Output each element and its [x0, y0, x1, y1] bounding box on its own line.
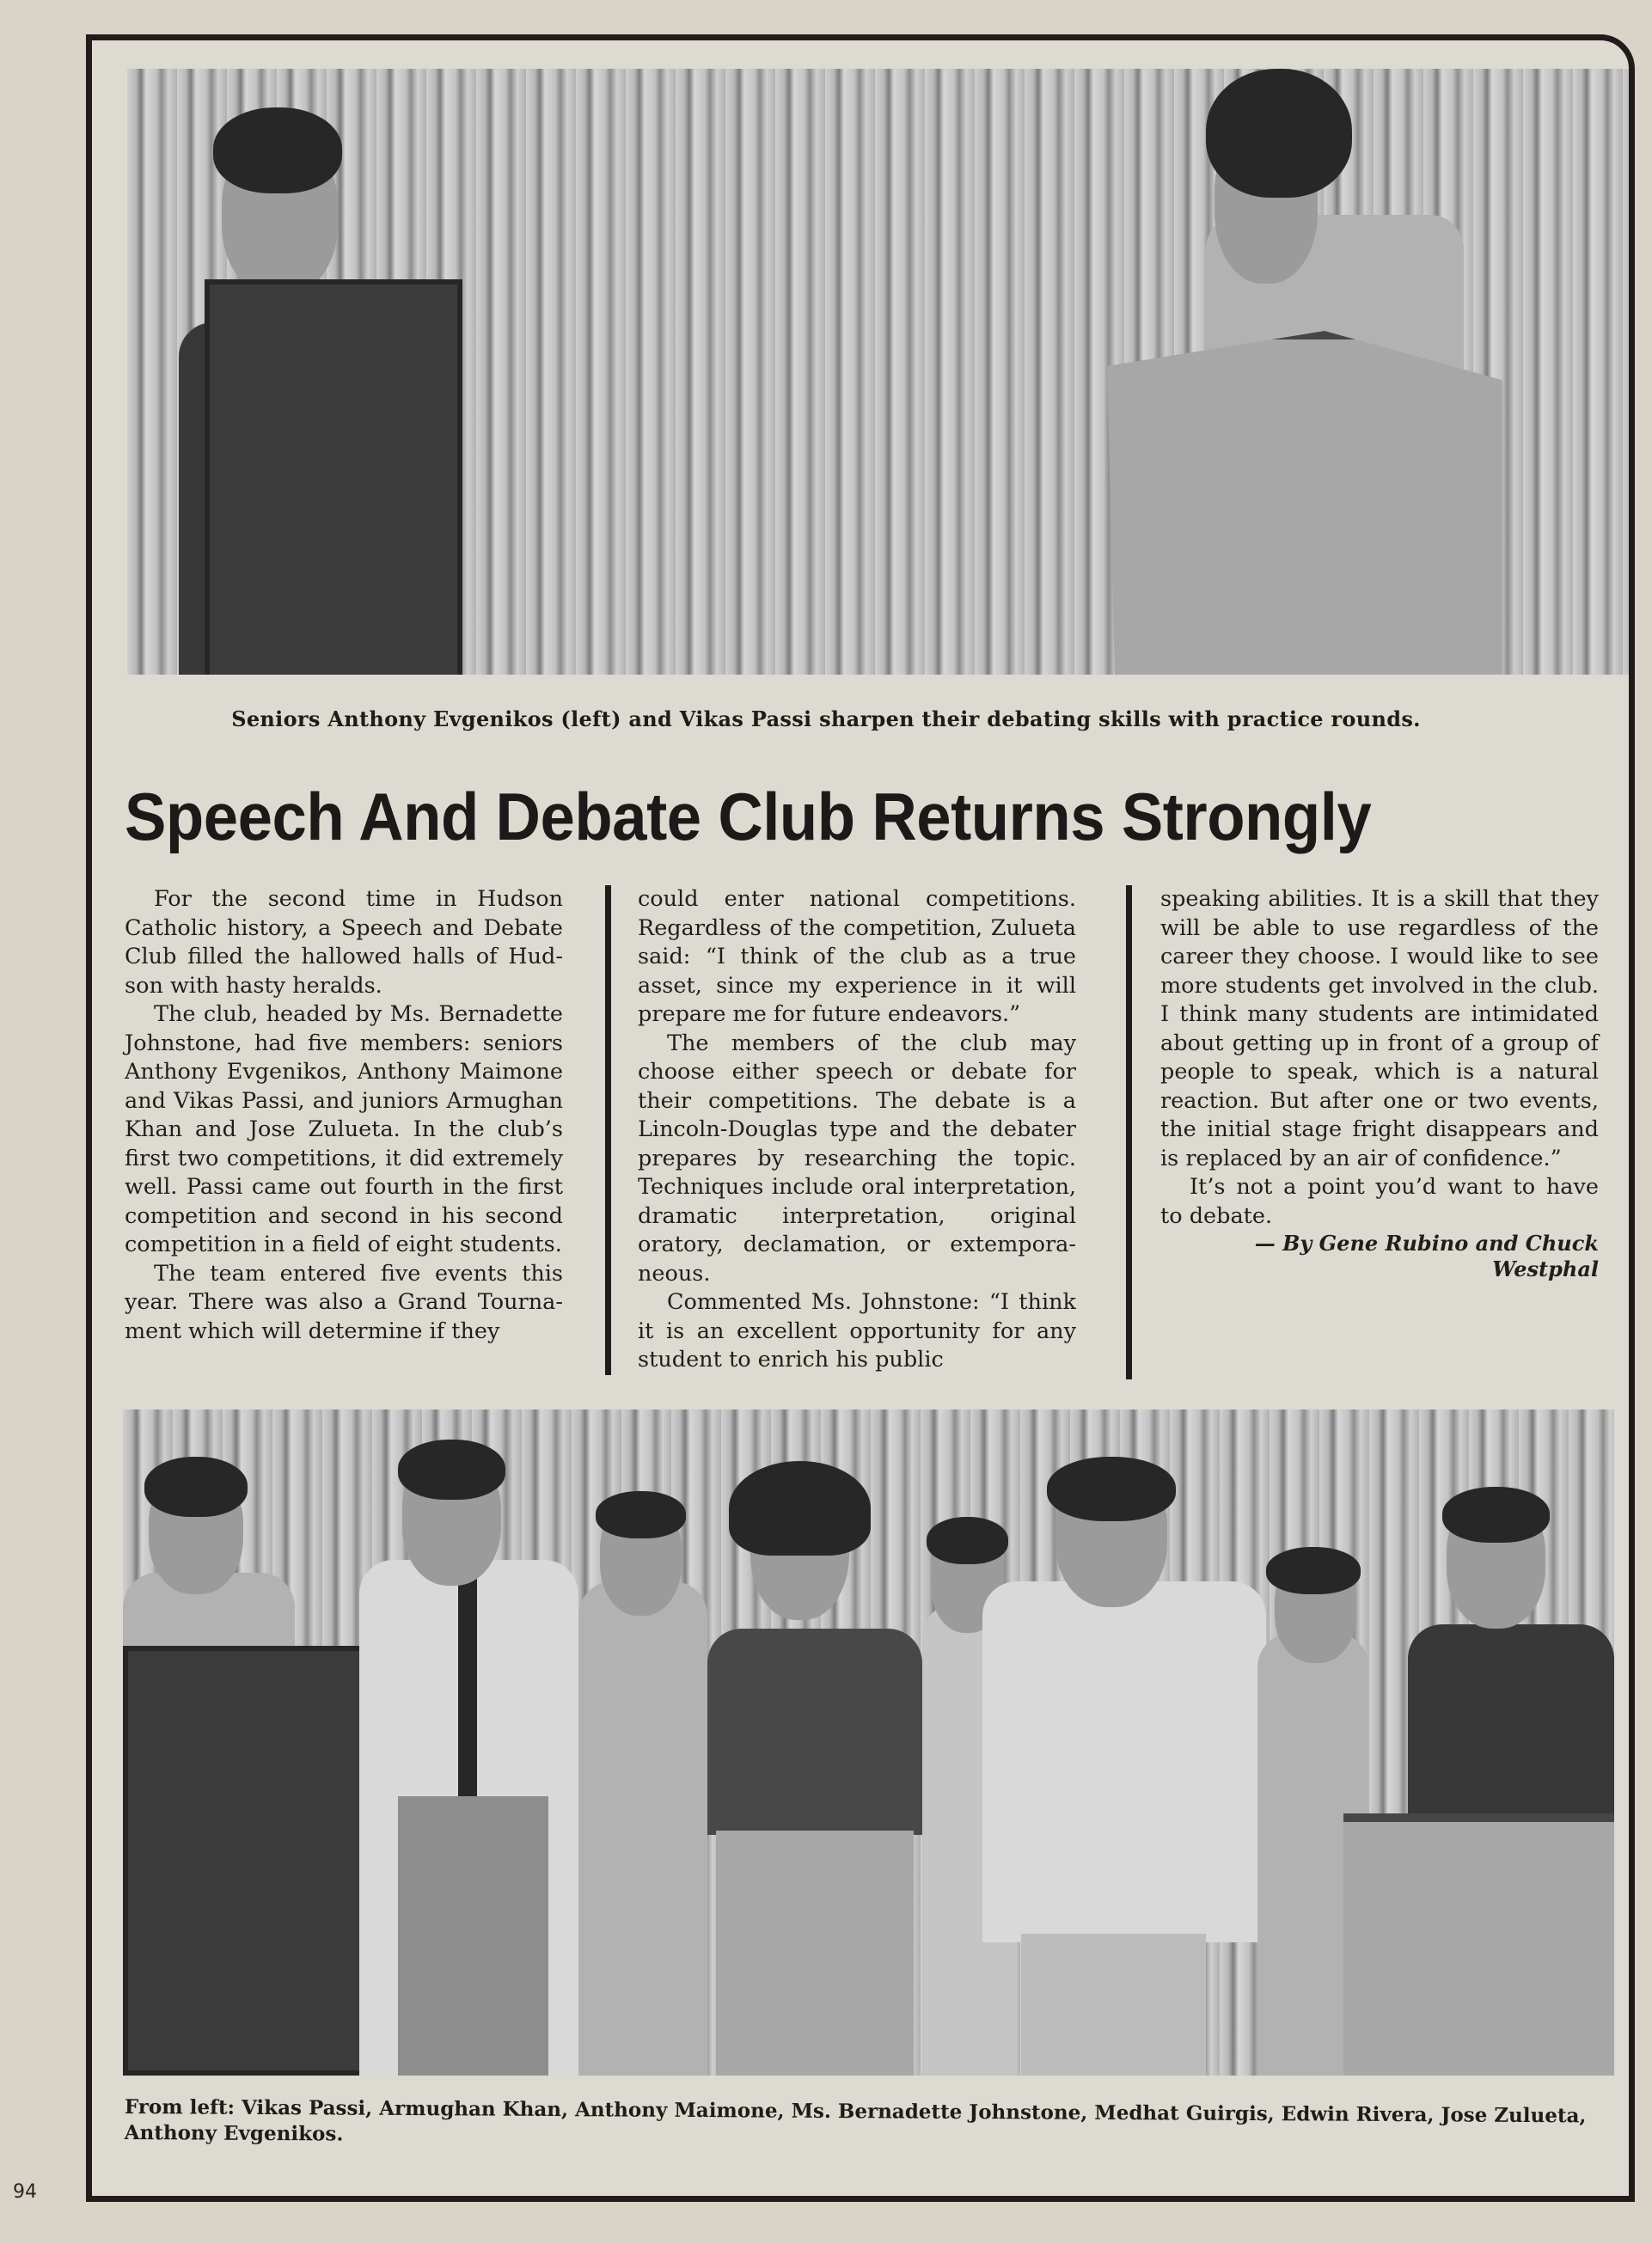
left-debater-hair	[213, 107, 342, 193]
bottom-photo-group	[123, 1409, 1614, 2076]
article-column-2	[638, 885, 1076, 1375]
column-divider-rule	[1126, 885, 1132, 1379]
bottom-photo-caption: From left: Vikas Passi, Armughan Khan, Anthony Maimone, Ms. Bernadette Johnstone, Medhat Guirgis, Edwin Rivera, Jose Zulueta, Anthony Evgenikos.	[124, 2095, 1587, 2146]
article-byline: — By Gene Rubino and Chuck Westphal	[1254, 1231, 1599, 1281]
person-6-trousers	[1021, 1934, 1206, 2076]
person-8-hair	[1442, 1487, 1550, 1543]
page-number: 94	[13, 2181, 37, 2203]
column-divider-rule	[605, 885, 611, 1375]
person-4-hair	[729, 1461, 871, 1556]
person-2-trousers	[398, 1796, 548, 2076]
paragraph: The club, headed by Ms. Bernadette Johnstone, had five members: seniors Anthony Evgenikos, Anthony Maimone and Vikas Passi, and juniors Armughan Khan and Jose Zulueta. In the club’s first two competitions, it did extremely well. Passi came out fourth in the first competition and second in his second competition in a field of eight students.	[125, 1001, 563, 1257]
person-6-hair	[1047, 1457, 1176, 1521]
person-6-body	[982, 1581, 1266, 1942]
top-photo-debaters	[127, 69, 1629, 675]
paragraph: Commented Ms. Johnstone: “I think it is an excellent opportunity for any student to enrich his public	[638, 1289, 1076, 1373]
right-podium	[1107, 331, 1502, 675]
paragraph: It’s not a point you’d want to have to debate.	[1160, 1174, 1599, 1229]
right-podium	[1343, 1813, 1614, 2076]
left-podium	[123, 1646, 381, 2076]
article-headline: Speech And Debate Club Returns Strongly	[125, 779, 1372, 854]
person-7-hair	[1266, 1547, 1361, 1594]
person-3-hair	[596, 1491, 686, 1538]
paragraph: could enter national competitions. Regardless of the competition, Zulueta said: “I think of the club as a true asset, since my experience in it will prepare me for future endeavors.”	[638, 886, 1076, 1027]
person-2-hair	[398, 1440, 505, 1500]
article-column-3	[1160, 885, 1599, 1282]
paragraph: speaking abilities. It is a skill that they will be able to use regardless of the career they choose. I would like to see more students get involved in the club. I think many students are intimidated about getting up in front of a group of people to speak, which is a natural reaction. But after one or two events, the initial stage fright disappears and is replaced by an air of confidence.”	[1160, 886, 1599, 1171]
person-1-hair	[144, 1457, 248, 1517]
person-3-body	[578, 1581, 707, 2076]
paragraph: The team entered five events this year. There was also a Grand Tournament which will determine if they	[125, 1260, 563, 1344]
person-5-hair	[927, 1517, 1008, 1564]
person-4-skirt	[716, 1831, 914, 2076]
top-photo-caption: Seniors Anthony Evgenikos (left) and Vikas Passi sharpen their debating skills with practice rounds.	[231, 706, 1421, 731]
right-debater-hair	[1206, 69, 1352, 198]
paragraph: For the second time in Hudson Catholic history, a Speech and Debate Club filled the hallowed halls of Hudson with hasty heralds.	[125, 886, 563, 999]
person-4-blouse	[707, 1629, 922, 1835]
paragraph: The members of the club may choose either speech or debate for their competitions. The debate is a Lincoln-Douglas type and the debater prepares by researching the topic. Techniques include oral interpretation, dramatic interpretation, original oratory, declamation, or extemporaneous.	[638, 1030, 1076, 1287]
article-column-1	[125, 885, 563, 1346]
left-podium	[205, 279, 462, 675]
